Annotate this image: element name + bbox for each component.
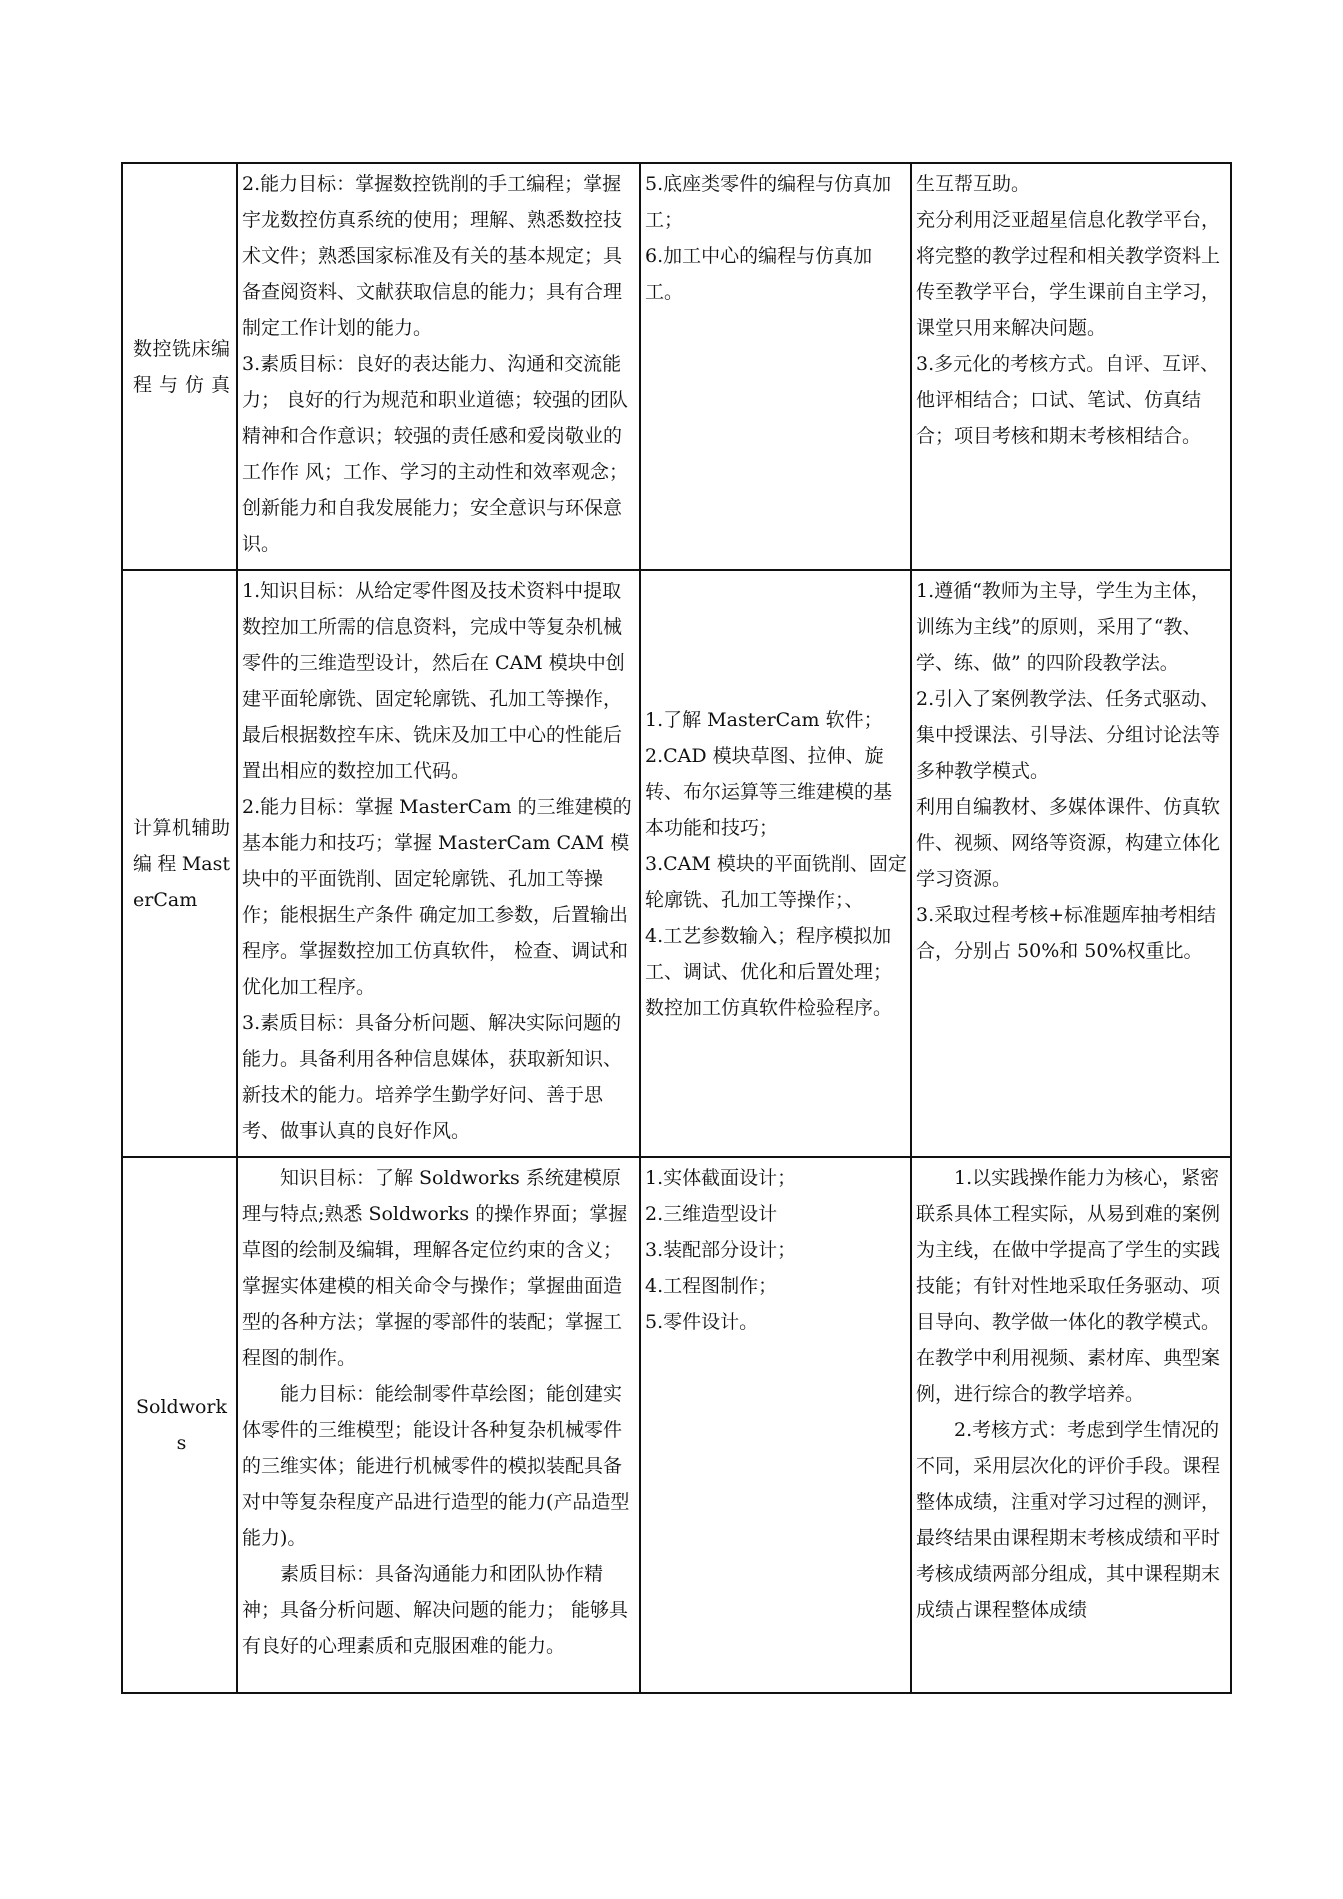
objectives-cell <box>237 1157 640 1693</box>
content-cell <box>640 163 911 570</box>
requirements-cell <box>911 570 1231 1157</box>
objective-paragraph: 素质目标：具备沟通能力和团队协作精神；具备分析问题、解决问题的能力； 能够具有良好的心理素质和克服困难的能力。 <box>242 1563 629 1657</box>
content-item: 4.工程图制作； <box>645 1275 778 1297</box>
requirement-paragraph: 3.采取过程考核+标准题库抽考相结合，分别占 50%和 50%权重比。 <box>916 904 1217 962</box>
objective-paragraph: 2.能力目标：掌握数控铣削的手工编程；掌握宇龙数控仿真系统的使用；理解、熟悉数控技术文件；熟悉国家标准及有关的基本规定；具备查阅资料、文献获取信息的能力；具有合理制定工作计划的能力。 <box>242 173 623 339</box>
table-row <box>122 1157 1231 1693</box>
requirement-paragraph: 充分利用泛亚超星信息化教学平台，将完整的教学过程和相关教学资料上传至教学平台，学生课前自主学习，课堂只用来解决问题。 <box>916 209 1221 339</box>
content-item: 4.工艺参数输入；程序模拟加工、调试、优化和后置处理；数控加工仿真软件检验程序。 <box>645 924 893 1019</box>
objective-paragraph: 3.素质目标：具备分析问题、解决实际问题的能力。具备利用各种信息媒体，获取新知识、新技术的能力。培养学生勤学好问、善于思考、做事认真的良好作风。 <box>242 1012 623 1142</box>
requirement-paragraph: 利用自编教材、多媒体课件、仿真软件、视频、网络等资源，构建立体化学习资源。 <box>916 796 1221 890</box>
objective-paragraph: 2.能力目标：掌握 MasterCam 的三维建模的基本能力和技巧；掌握 MasterCam CAM 模块中的平面铣削、固定轮廓铣、孔加工等操作；能根据生产条件 确定加工参数，后置输出程序。掌握数控加工仿真软件， 检查、调试和优化加工程序。 <box>242 796 632 998</box>
content-item: 3.CAM 模块的平面铣削、固定轮廓铣、孔加工等操作；、 <box>645 852 907 911</box>
objective-paragraph: 能力目标：能绘制零件草绘图；能创建实体零件的三维模型；能设计各种复杂机械零件的三维实体；能进行机械零件的模拟装配具备对中等复杂程度产品进行造型的能力(产品造型能力)。 <box>242 1383 630 1549</box>
requirement-paragraph: 2.引入了案例教学法、任务式驱动、集中授课法、引导法、分组讨论法等多种教学模式。 <box>916 688 1221 782</box>
requirements-cell <box>911 163 1231 570</box>
objectives-cell <box>237 570 640 1157</box>
objectives-cell <box>237 163 640 570</box>
content-item: 1.了解 MasterCam 软件； <box>645 708 883 731</box>
objective-paragraph: 知识目标：了解 Soldworks 系统建模原理与特点;熟悉 Soldworks 的操作界面；掌握草图的绘制及编辑，理解各定位约束的含义；掌握实体建模的相关命令与操作；掌握曲面造型的各种方法；掌握的零部件的装配；掌握工程图的制作。 <box>242 1167 628 1369</box>
requirement-paragraph: 生互帮互助。 <box>916 173 1031 195</box>
content-item: 6.加工中心的编程与仿真加工。 <box>645 245 873 303</box>
content-item: 1.实体截面设计； <box>645 1167 797 1189</box>
objective-paragraph: 3.素质目标：良好的表达能力、沟通和交流能力； 良好的行为规范和职业道德；较强的团队精神和合作意识；较强的责任感和爱岗敬业的工作作 风；工作、学习的主动性和效率观念；创新能力和自我发展能力；安全意识与环保意识。 <box>242 353 629 555</box>
course-name-cell <box>122 570 237 1157</box>
content-cell <box>640 570 911 1157</box>
content-item: 3.装配部分设计； <box>645 1239 797 1261</box>
course-name: Soldworks <box>136 1396 227 1454</box>
content-item: 5.零件设计。 <box>645 1311 759 1333</box>
content-item: 2.三维造型设计 <box>645 1203 778 1225</box>
requirements-cell <box>911 1157 1231 1693</box>
course-name: 数控铣床编程与仿真 <box>133 337 230 396</box>
course-name-cell <box>122 1157 237 1693</box>
course-table <box>121 162 1232 1694</box>
requirement-paragraph: 1.以实践操作能力为核心，紧密联系具体工程实际，从易到难的案例为主线，在做中学提高了学生的实践技能；有针对性地采取任务驱动、项目导向、教学做一体化的教学模式。在教学中利用视频、素材库、典型案例，进行综合的教学培养。 <box>916 1167 1221 1405</box>
content-item: 2.CAD 模块草图、拉伸、旋转、布尔运算等三维建模的基本功能和技巧； <box>645 744 893 839</box>
table-row <box>122 570 1231 1157</box>
requirement-paragraph: 2.考核方式：考虑到学生情况的不同，采用层次化的评价手段。课程整体成绩，注重对学习过程的测评，最终结果由课程期末考核成绩和平时考核成绩两部分组成，其中课程期末成绩占课程整体成绩 <box>916 1419 1221 1621</box>
table-row <box>122 163 1231 570</box>
requirement-paragraph: 1.遵循“教师为主导，学生为主体，训练为主线”的原则，采用了“教、学、练、做” 的四阶段教学法。 <box>916 580 1210 674</box>
requirement-paragraph: 3.多元化的考核方式。自评、互评、他评相结合；口试、笔试、仿真结合；项目考核和期末考核相结合。 <box>916 353 1220 447</box>
content-cell <box>640 1157 911 1693</box>
content-item: 5.底座类零件的编程与仿真加工； <box>645 173 892 231</box>
course-name: 计算机辅助编程MasterCam <box>133 816 230 911</box>
course-name-cell <box>122 163 237 570</box>
objective-paragraph: 1.知识目标：从给定零件图及技术资料中提取数控加工所需的信息资料，完成中等复杂机械零件的三维造型设计，然后在 CAM 模块中创建平面轮廓铣、固定轮廓铣、孔加工等操作，最后根据数控车床、铣床及加工中心的性能后置出相应的数控加工代码。 <box>242 580 625 782</box>
